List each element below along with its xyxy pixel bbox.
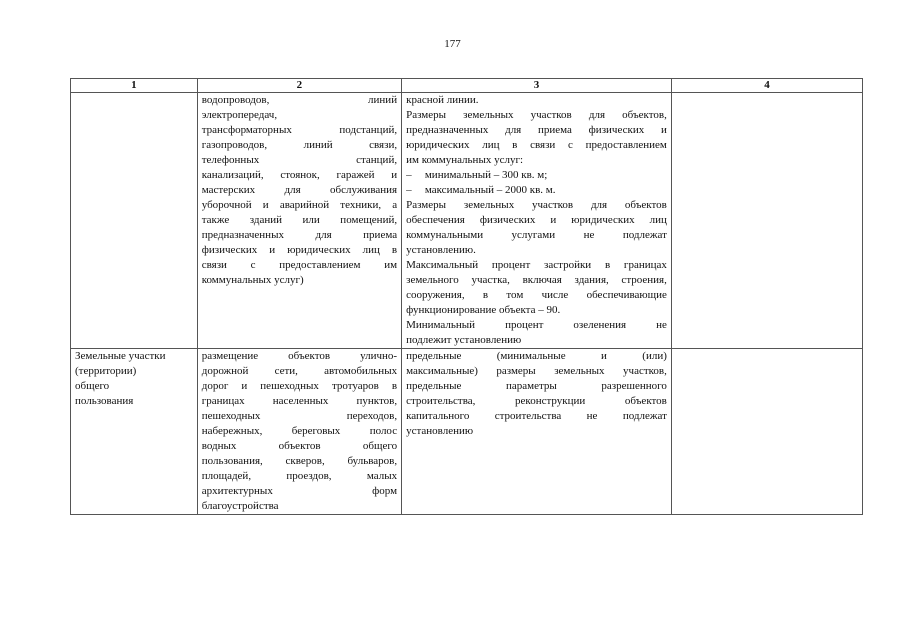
text-line: функционирование объекта – 90.: [406, 304, 561, 316]
list-item: – минимальный – 300 кв. м;: [406, 169, 548, 181]
text-line: границах населенных пунктов,: [201, 395, 398, 407]
text-line: также зданий или помещений,: [201, 214, 398, 226]
text-line: установлению: [406, 425, 474, 437]
text-line: пользования: [75, 395, 134, 407]
text-line: газопроводов, линий связи,: [201, 139, 398, 151]
row1-parameters-cell: [402, 93, 672, 349]
text-line: коммунальными услугами не подлежат: [406, 229, 667, 241]
header-col-1: 1: [71, 79, 198, 93]
text-line: сооружения, в том числе обеспечивающие: [406, 289, 667, 301]
text-line: связи с предоставлением им: [201, 259, 398, 271]
text-line: пешеходных переходов,: [201, 410, 398, 422]
text-line: мастерских для обслуживания: [201, 184, 398, 196]
text-line: дорожной сети, автомобильных: [201, 365, 398, 377]
text-line: подлежит установлению: [406, 334, 522, 346]
text-line: предназначенных для приема физических и: [406, 124, 667, 136]
row1-notes-cell: [671, 93, 862, 349]
text-line: строительства, реконструкции объектов: [406, 395, 667, 407]
table-row: [71, 93, 863, 349]
row2-parameters-cell: [402, 349, 672, 515]
text-line: водопроводов, линий: [201, 94, 398, 106]
page-number: 177: [444, 38, 461, 50]
list-item: – максимальный – 2000 кв. м.: [406, 184, 556, 196]
text-line: площадей, проездов, малых: [201, 470, 398, 482]
row1-land-type-cell: [71, 93, 198, 349]
text-line: красной линии.: [406, 94, 479, 106]
text-line: предназначенных для приема: [201, 229, 398, 241]
text-line: физических и юридических лиц в: [201, 244, 398, 256]
text-line: благоустройства: [201, 500, 279, 512]
text-line: водных объектов общего: [201, 440, 398, 452]
text-line: обеспечения физических и юридических лиц: [406, 214, 667, 226]
zoning-table: [70, 78, 863, 515]
text-line: Размеры земельных участков для объектов: [406, 199, 667, 211]
header-col-4: 4: [671, 79, 862, 93]
text-line: уборочной и аварийной техники, а: [201, 199, 398, 211]
header-col-3: 3: [402, 79, 672, 93]
table-header-row: [71, 79, 863, 93]
row2-land-type-cell: [71, 349, 198, 515]
text-line: капитального строительства не подлежат: [406, 410, 667, 422]
text-line: размещение объектов улично-: [201, 350, 398, 362]
text-line: (территории): [75, 365, 137, 377]
text-line: Максимальный процент застройки в границах: [406, 259, 667, 271]
text-line: предельные параметры разрешенного: [406, 380, 667, 392]
header-col-2: 2: [197, 79, 401, 93]
text-line: Минимальный процент озеленения не: [406, 319, 667, 331]
text-line: электропередач,: [201, 109, 278, 121]
text-line: им коммунальных услуг:: [406, 154, 524, 166]
text-line: архитектурных форм: [201, 485, 398, 497]
row2-notes-cell: [671, 349, 862, 515]
text-line: канализаций, стоянок, гаражей и: [201, 169, 398, 181]
text-line: трансформаторных подстанций,: [201, 124, 398, 136]
text-line: установлению.: [406, 244, 476, 256]
text-line: предельные (минимальные и (или): [406, 350, 667, 362]
row2-permitted-use-cell: [197, 349, 401, 515]
text-line: дорог и пешеходных тротуаров в: [201, 380, 398, 392]
text-line: юридических лиц в связи с предоставлением: [406, 139, 667, 151]
text-line: набережных, береговых полос: [201, 425, 398, 437]
text-line: Земельные участки: [75, 350, 166, 362]
table-row: [71, 349, 863, 515]
text-line: земельного участка, включая здания, строения,: [406, 274, 667, 286]
text-line: телефонных станций,: [201, 154, 398, 166]
text-line: пользования, скверов, бульваров,: [201, 455, 398, 467]
text-line: общего: [75, 380, 110, 392]
row1-permitted-use-cell: [197, 93, 401, 349]
text-line: максимальные) размеры земельных участков,: [406, 365, 667, 377]
text-line: Размеры земельных участков для объектов,: [406, 109, 667, 121]
text-line: коммунальных услуг): [201, 274, 304, 286]
